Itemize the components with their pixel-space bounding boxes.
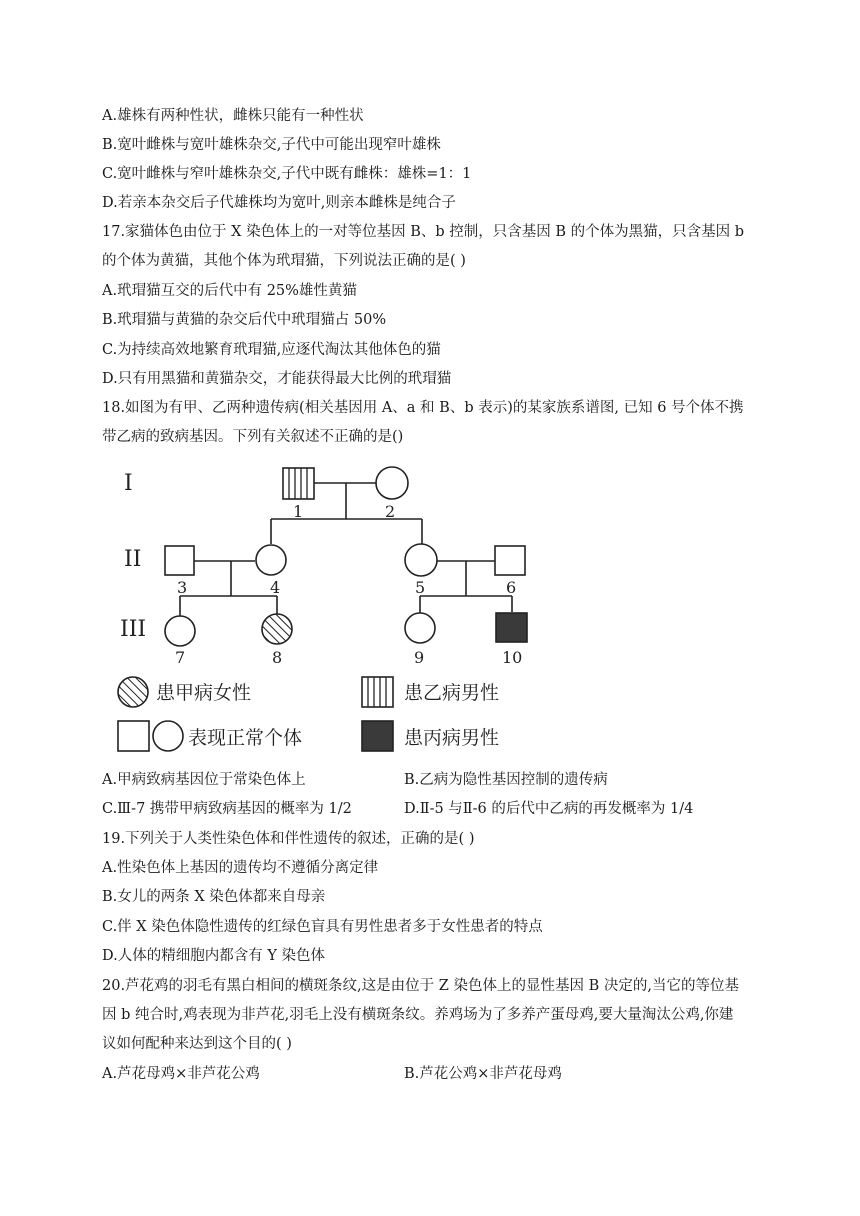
individual-number-8: 8 [272,648,283,667]
individual-number-10: 10 [502,648,523,667]
individual-number-9: 9 [414,648,425,667]
q19-option-c: C.伴 X 染色体隐性遗传的红绿色盲具有男性患者多于女性患者的特点 [102,919,543,935]
q19-option-b: B.女儿的两条 X 染色体都来自母亲 [102,889,326,905]
pedigree-chart [100,456,540,762]
legend-normal-square-symbol [118,721,149,751]
q17-stem-line1: 17.家猫体色由位于 X 染色体上的一对等位基因 B、b 控制，只含基因 B 的个体为黑猫，只含基因 b [102,224,745,240]
individual-8 [262,614,292,644]
q18-option-d: D.Ⅱ-5 与Ⅱ-6 的后代中乙病的再发概率为 1/4 [404,801,694,817]
q16-option-b: B.宽叶雌株与宽叶雄株杂交,子代中可能出现窄叶雄株 [102,137,441,153]
q20-option-b: B.芦花公鸡×非芦花母鸡 [404,1066,562,1082]
individual-9 [405,613,435,643]
q18-stem-line2: 带乙病的致病基因。下列有关叙述不正确的是() [102,429,404,445]
q17-stem-line2: 的个体为黄猫，其他个体为玳瑁猫，下列说法正确的是( ) [102,253,466,269]
individual-number-4: 4 [270,578,281,597]
legend-jia-female-label: 患甲病女性 [156,682,252,704]
q20-stem-line1: 20.芦花鸡的羽毛有黑白相间的横斑条纹,这是由位于 Z 染色体上的显性基因 B 决定的,当它的等位基 [102,978,739,994]
legend-yi-male-label: 患乙病男性 [404,682,500,704]
q18-option-a: A.甲病致病基因位于常染色体上 [102,772,306,788]
q20-option-a: A.芦花母鸡×非芦花公鸡 [102,1066,260,1082]
individual-number-6: 6 [506,578,517,597]
individual-2 [376,467,408,499]
q18-option-c: C.Ⅲ-7 携带甲病致病基因的概率为 1/2 [102,801,352,817]
individual-number-1: 1 [293,502,304,521]
q20-stem-line3: 议如何配种来达到这个目的( ) [102,1036,292,1052]
q17-option-c: C.为持续高效地繁育玳瑁猫,应逐代淘汰其他体色的猫 [102,342,441,358]
generation-label-i: I [124,471,133,496]
legend-both-male-label: 患丙病男性 [404,727,500,749]
q19-option-d: D.人体的精细胞内都含有 Y 染色体 [102,948,326,964]
individual-1 [283,468,314,499]
individual-3 [165,546,194,575]
individual-number-3: 3 [177,578,188,597]
q19-option-a: A.性染色体上基因的遗传均不遵循分离定律 [102,860,379,876]
generation-label-iii: III [120,617,147,642]
legend-yi-male-symbol [362,677,393,707]
individual-number-5: 5 [415,578,426,597]
legend-normal-circle-symbol [153,721,183,751]
individual-5 [405,544,437,576]
individual-10 [496,613,527,642]
legend-normal-label: 表现正常个体 [188,727,303,749]
generation-label-ii: II [124,547,142,572]
q16-option-d: D.若亲本杂交后子代雄株均为宽叶,则亲本雌株是纯合子 [102,195,456,211]
q17-option-b: B.玳瑁猫与黄猫的杂交后代中玳瑁猫占 50% [102,312,387,328]
individual-6 [495,546,525,575]
q16-option-c: C.宽叶雌株与窄叶雄株杂交,子代中既有雌株：雄株=1：1 [102,166,472,182]
q20-stem-line2: 因 b 纯合时,鸡表现为非芦花,羽毛上没有横斑条纹。养鸡场为了多养产蛋母鸡,要大量淘汰公鸡,你建 [102,1007,734,1023]
q17-option-a: A.玳瑁猫互交的后代中有 25%雄性黄猫 [102,283,357,299]
individual-4 [256,545,286,575]
q16-option-a: A.雄株有两种性状，雌株只能有一种性状 [102,108,364,124]
q18-option-b: B.乙病为隐性基因控制的遗传病 [404,772,608,788]
individual-number-2: 2 [385,502,396,521]
q17-option-d: D.只有用黑猫和黄猫杂交，才能获得最大比例的玳瑁猫 [102,371,452,387]
q19-stem: 19.下列关于人类性染色体和伴性遗传的叙述，正确的是( ) [102,831,475,847]
q18-stem-line1: 18.如图为有甲、乙两种遗传病(相关基因用 A、a 和 B、b 表示)的某家族系谱图, 已知 6 号个体不携 [102,400,744,416]
legend-jia-female-symbol [118,677,148,707]
individual-number-7: 7 [175,648,186,667]
individual-7 [165,616,195,646]
legend-both-male-symbol [362,721,393,751]
